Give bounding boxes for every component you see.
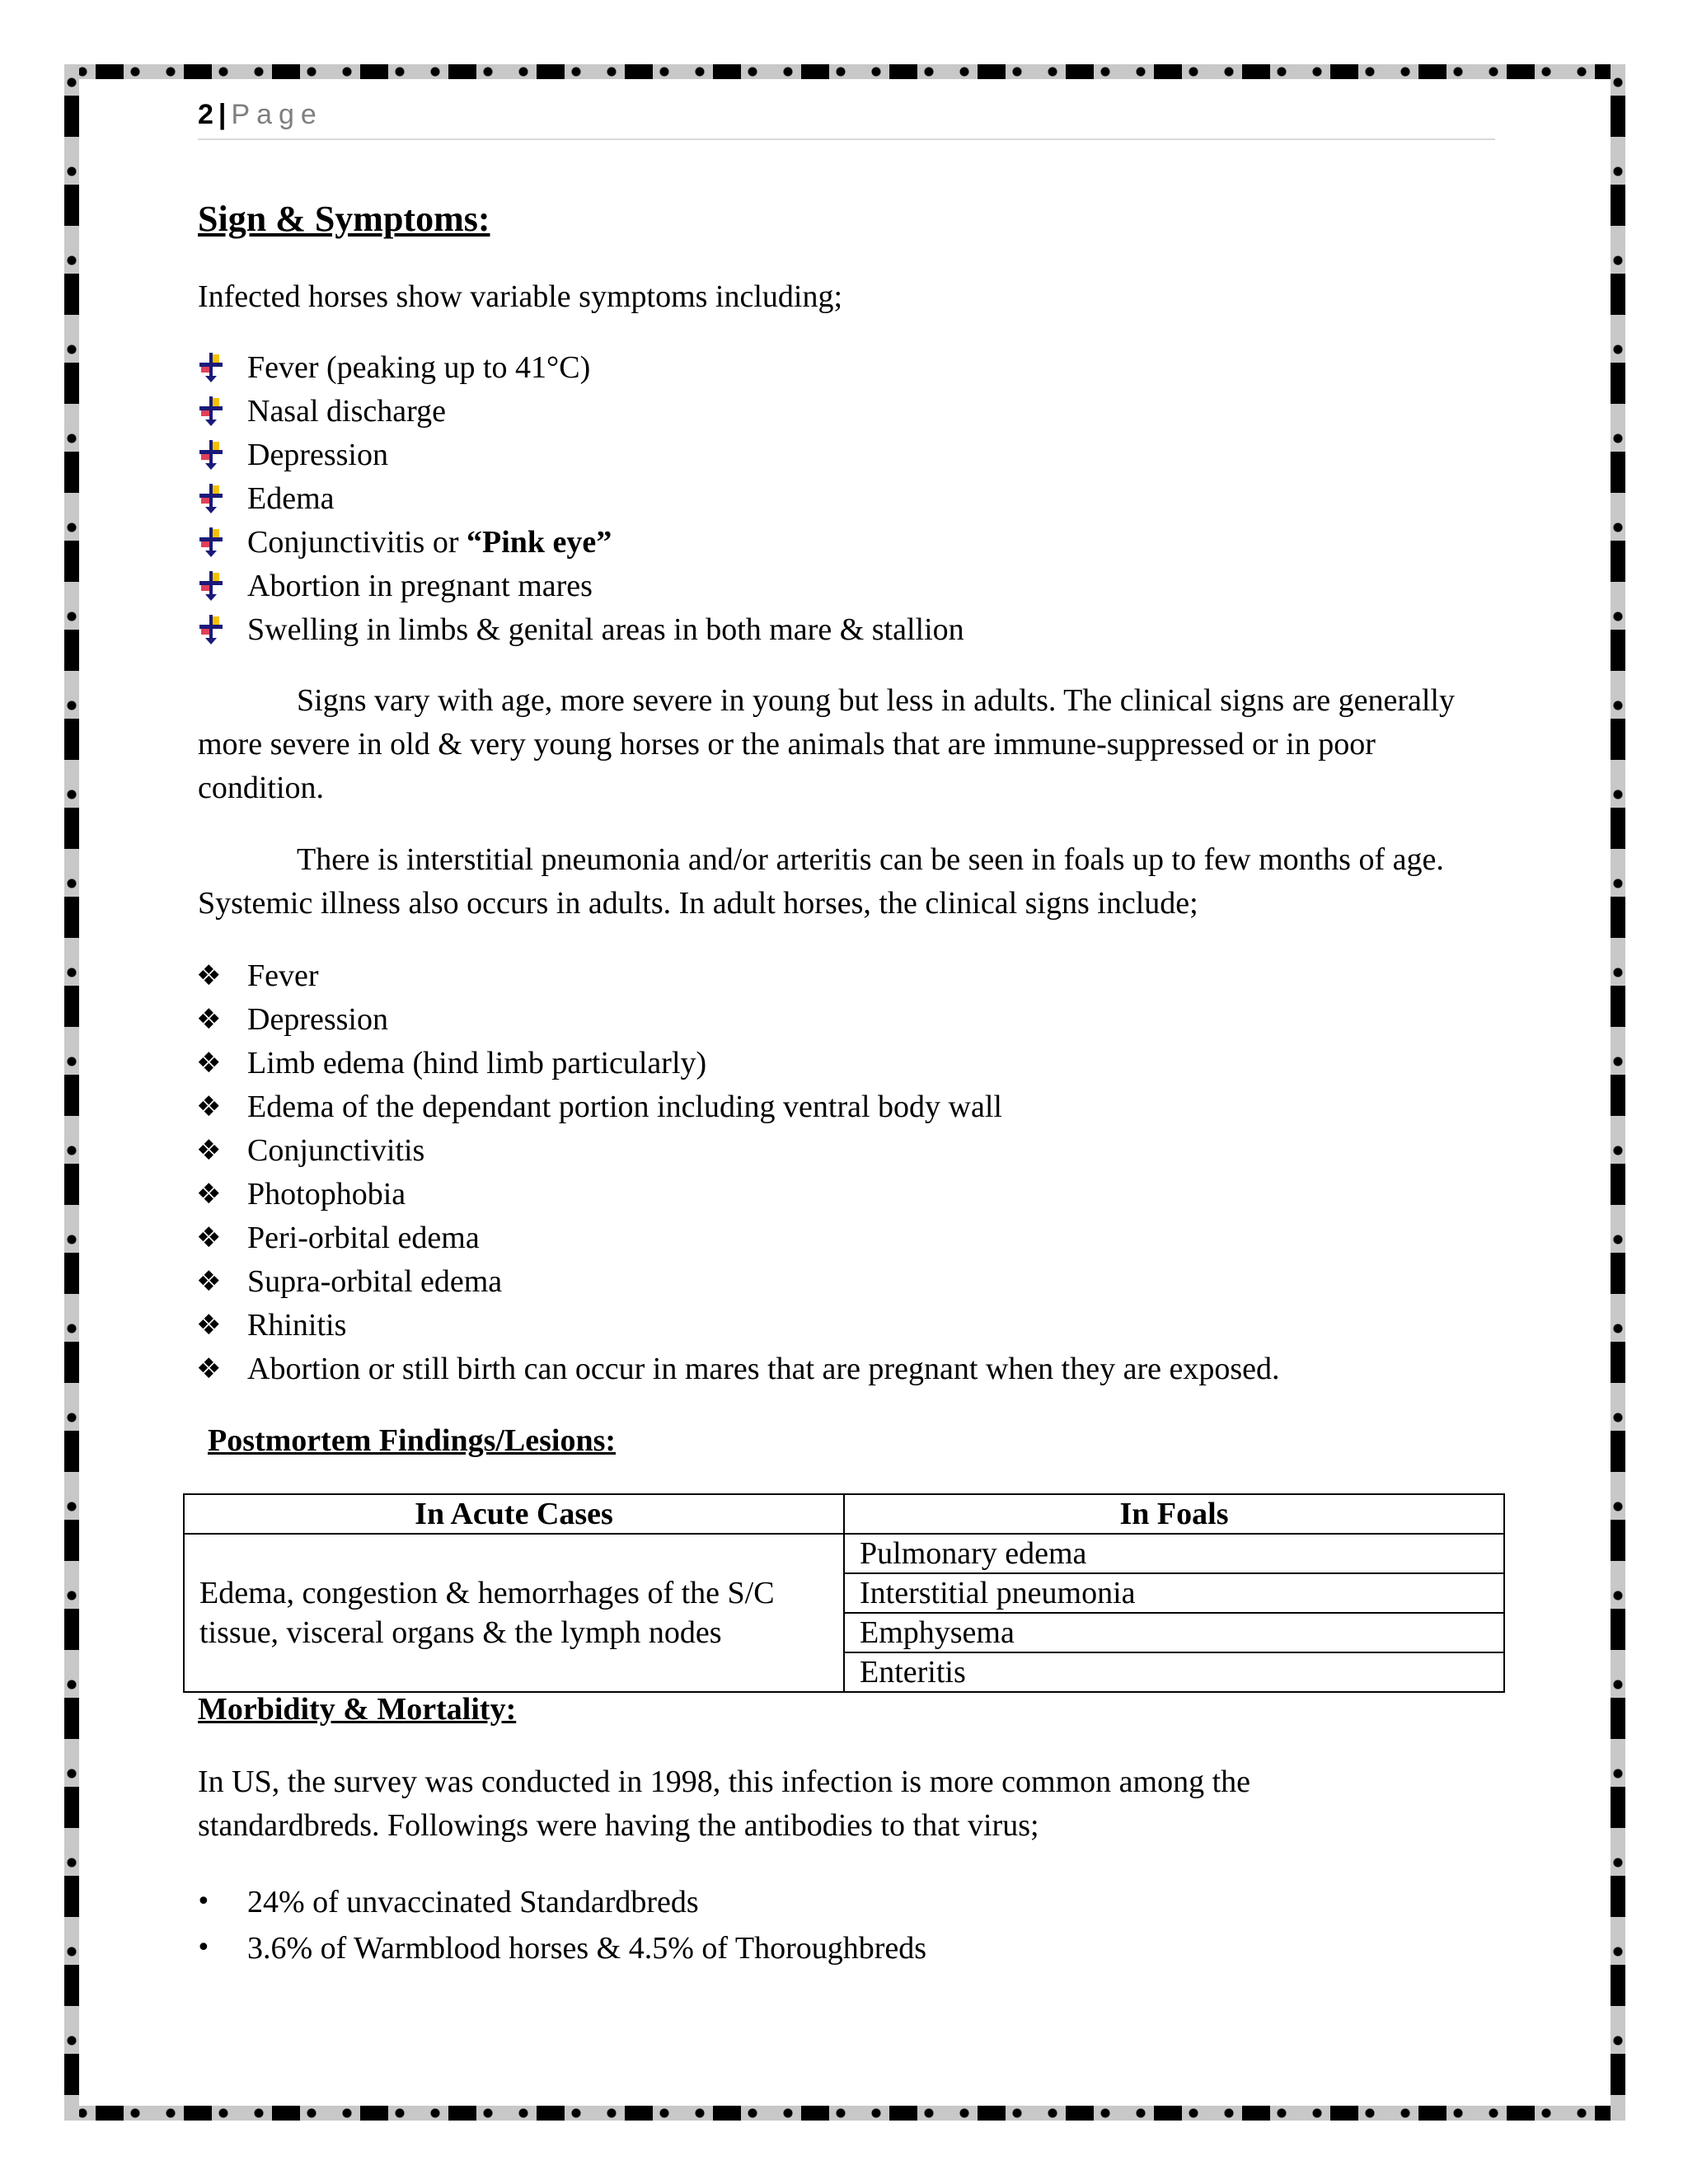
list-item-text: Abortion in pregnant mares	[247, 569, 593, 603]
list-item	[196, 1879, 926, 1925]
arrow-bullet-icon	[196, 565, 237, 610]
diamond-bullet-icon: ❖	[196, 1003, 222, 1036]
arrow-bullet-icon	[196, 477, 237, 523]
arrow-bullet-icon	[196, 346, 237, 391]
list-item-text: 24% of unvaccinated Standardbreds	[247, 1885, 699, 1919]
list-item-text: Photophobia	[247, 1177, 406, 1212]
column-header-foals: In Foals	[844, 1494, 1504, 1534]
list-item	[196, 521, 964, 565]
page-header	[198, 99, 1495, 140]
arrow-bullet-icon	[196, 390, 237, 435]
header-separator: |	[218, 99, 227, 130]
dot-bullet-icon: •	[196, 1933, 211, 1962]
list-item-text: Nasal discharge	[247, 394, 446, 429]
diamond-bullet-icon: ❖	[196, 1265, 222, 1298]
diamond-bullet-icon: ❖	[196, 1352, 222, 1385]
section-heading-signs: Sign & Symptoms:	[198, 199, 490, 239]
section-heading-morbidity: Morbidity & Mortality:	[198, 1692, 517, 1727]
table-header-row	[184, 1494, 1504, 1534]
list-item	[196, 346, 964, 390]
list-item	[196, 1042, 1280, 1085]
page-border-top	[64, 64, 1625, 79]
pink-eye-term: “Pink eye”	[467, 525, 612, 560]
list-item-text: Depression	[247, 1002, 388, 1037]
diamond-bullet-icon: ❖	[196, 1134, 222, 1167]
diamond-bullet-icon: ❖	[196, 959, 222, 992]
list-item-text: Abortion or still birth can occur in mares that are pregnant when they are exposed.	[247, 1352, 1280, 1386]
list-item-text: Peri-orbital edema	[247, 1221, 480, 1255]
adult-signs-list	[196, 954, 1280, 1391]
list-item	[196, 1304, 1280, 1347]
diamond-bullet-icon: ❖	[196, 1221, 222, 1254]
list-item	[196, 565, 964, 608]
list-item	[196, 1129, 1280, 1173]
list-item-text: Swelling in limbs & genital areas in both mare & stallion	[247, 612, 964, 647]
list-item	[196, 434, 964, 477]
dot-bullet-icon: •	[196, 1887, 211, 1916]
morbidity-paragraph: In US, the survey was conducted in 1998, this infection is more common among the standardbreds. Followings were having the antibodies to that virus;	[198, 1765, 1250, 1843]
page-number: 2	[198, 99, 213, 130]
list-item-text: Edema of the dependant portion including ventral body wall	[247, 1090, 1002, 1124]
list-item	[196, 1260, 1280, 1304]
list-item-text: Limb edema (hind limb particularly)	[247, 1046, 707, 1080]
list-item	[196, 1925, 926, 1971]
symptom-list	[247, 346, 964, 652]
list-item-text: Rhinitis	[247, 1308, 347, 1343]
list-item-text: Conjunctivitis	[247, 1133, 425, 1168]
list-item	[196, 954, 1280, 998]
list-item	[196, 1085, 1280, 1129]
list-item	[196, 390, 964, 434]
signs-intro: Infected horses show variable symptoms including;	[198, 279, 843, 314]
column-header-acute: In Acute Cases	[184, 1494, 844, 1534]
diamond-bullet-icon: ❖	[196, 1047, 222, 1080]
diamond-bullet-icon: ❖	[196, 1309, 222, 1342]
section-heading-postmortem: Postmortem Findings/Lesions:	[208, 1423, 617, 1458]
foals-cell: Interstitial pneumonia	[844, 1573, 1504, 1613]
diamond-bullet-icon: ❖	[196, 1090, 222, 1123]
foals-cell: Emphysema	[844, 1613, 1504, 1652]
list-item-text: 3.6% of Warmblood horses & 4.5% of Thoroughbreds	[247, 1931, 927, 1966]
acute-cases-cell: Edema, congestion & hemorrhages of the S/C tissue, visceral organs & the lymph nodes	[184, 1534, 844, 1692]
list-item	[196, 998, 1280, 1042]
page-label: Page	[231, 99, 323, 130]
list-item	[196, 1347, 1280, 1391]
list-item	[196, 608, 964, 652]
antibody-list	[196, 1879, 927, 1971]
arrow-bullet-icon	[196, 521, 237, 566]
list-item-text: Fever (peaking up to 41°C)	[247, 350, 591, 385]
page-border-bottom	[64, 2106, 1625, 2121]
signs-paragraph-adults: There is interstitial pneumonia and/or arteritis can be seen in foals up to few months of age. Systemic illness also occurs in adults. In adult horses, the clinical signs include;	[198, 842, 1444, 921]
diamond-bullet-icon: ❖	[196, 1178, 222, 1211]
arrow-bullet-icon	[196, 434, 237, 479]
postmortem-table	[183, 1493, 1505, 1693]
page-border-left	[64, 64, 79, 2121]
list-item-text: Supra-orbital edema	[247, 1264, 503, 1299]
foals-cell: Pulmonary edema	[844, 1534, 1504, 1573]
list-item-text: Conjunctivitis or	[247, 525, 467, 560]
list-item-text: Depression	[247, 438, 388, 472]
list-item	[196, 477, 964, 521]
page-border-right	[1611, 64, 1625, 2121]
list-item	[196, 1173, 1280, 1216]
list-item	[196, 1216, 1280, 1260]
list-item-text: Fever	[247, 958, 319, 993]
signs-paragraph-age: Signs vary with age, more severe in young but less in adults. The clinical signs are generally more severe in old & very young horses or the animals that are immune-suppressed or in poor condition.	[198, 683, 1455, 805]
list-item-text: Edema	[247, 481, 335, 516]
foals-cell: Enteritis	[844, 1652, 1504, 1692]
table-row	[184, 1534, 1504, 1573]
arrow-bullet-icon	[196, 608, 237, 654]
